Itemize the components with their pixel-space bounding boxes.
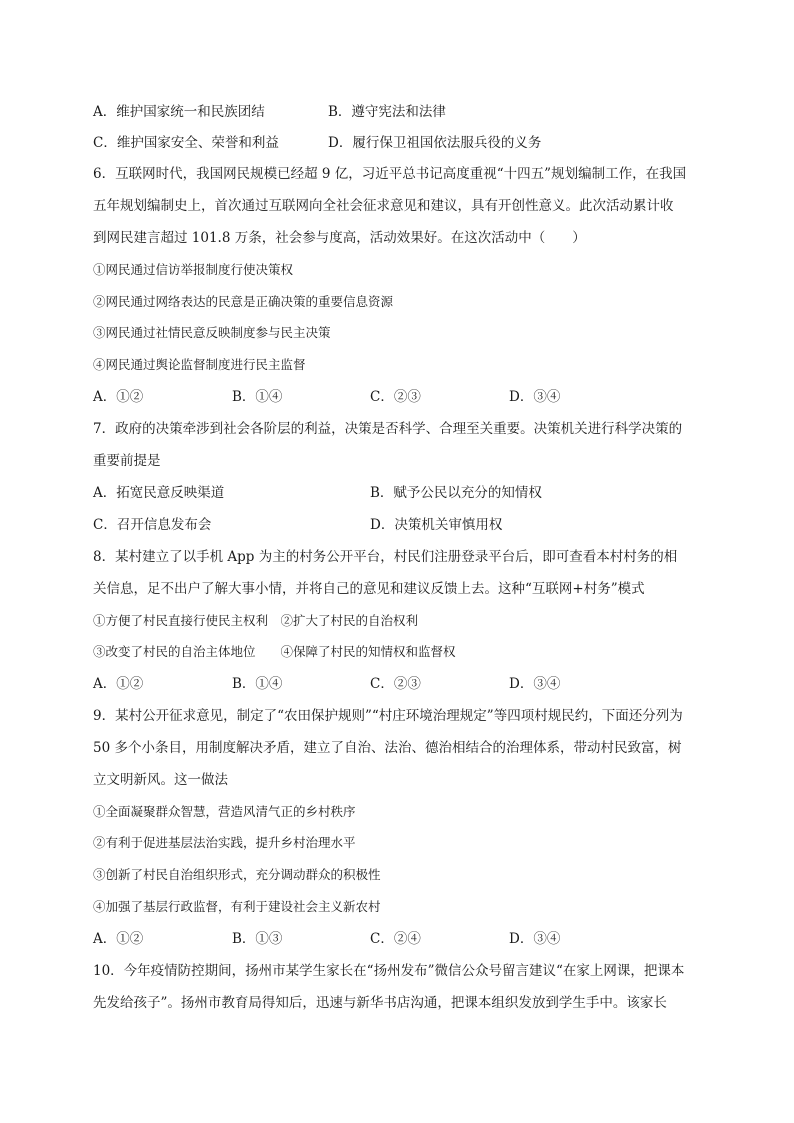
q9-item-1: ①全面凝聚群众智慧，营造风清气正的乡村秩序 [93, 804, 356, 819]
q5-option-d[interactable]: D．履行保卫祖国依法服兵役的义务 [328, 135, 542, 151]
q9-stem-line-1: 9．某村公开征求意见，制定了“农田保护规则”“村庄环境治理规定”等四项村规民约，下面还分列为 [93, 708, 683, 724]
q6-stem-line-1: 6．互联网时代，我国网民规模已经超 9 亿，习近平总书记高度重视“十四五”规划编制工作，在我国 [93, 166, 687, 182]
q6-option-d[interactable]: D．③④ [509, 389, 561, 405]
q9-item-3: ③创新了村民自治组织形式，充分调动群众的积极性 [93, 867, 381, 882]
q9-options-row [93, 930, 705, 948]
q9-option-b[interactable]: B．①③ [232, 931, 283, 947]
q9-option-c[interactable]: C．②④ [370, 931, 421, 947]
q6-option-a[interactable]: A．①② [93, 389, 144, 405]
q7-option-a[interactable]: A．拓宽民意反映渠道 [93, 485, 225, 501]
q8-option-a[interactable]: A．①② [93, 676, 144, 692]
q9-item-2: ②有利于促进基层法治实践，提升乡村治理水平 [93, 835, 356, 850]
q7-option-d[interactable]: D．决策机关审慎用权 [370, 517, 503, 533]
q10-stem-line-1: 10．今年疫情防控期间，扬州市某学生家长在“扬州发布”微信公众号留言建议“在家上网课，把课本 [93, 963, 685, 979]
q8-stem-line-1: 8．某村建立了以手机 App 为主的村务公开平台，村民们注册登录平台后，即可查看本村村务的相 [93, 549, 678, 565]
q5-option-b[interactable]: B．遵守宪法和法律 [328, 104, 446, 120]
q8-option-d[interactable]: D．③④ [509, 676, 561, 692]
q9-item-4: ④加强了基层行政监督，有利于建设社会主义新农村 [93, 899, 381, 914]
q8-option-b[interactable]: B．①④ [232, 676, 283, 692]
q7-stem-line-2: 重要前提是 [93, 453, 161, 469]
q5-options-row-1 [93, 103, 705, 121]
q7-option-b[interactable]: B．赋予公民以充分的知情权 [370, 485, 542, 501]
q9-stem-line-3: 立文明新风。这一做法 [93, 772, 228, 788]
q7-options-row-1 [93, 484, 705, 502]
q8-items-line-2: ③改变了村民的自治主体地位 ④保障了村民的知情权和监督权 [93, 644, 456, 659]
q6-stem-line-3: 到网民建言超过 101.8 万条，社会参与度高，活动效果好。在这次活动中（ ） [93, 230, 586, 246]
q8-options-row [93, 675, 705, 693]
q6-item-4: ④网民通过舆论监督制度进行民主监督 [93, 357, 306, 372]
q7-options-row-2 [93, 516, 705, 534]
q7-option-c[interactable]: C．召开信息发布会 [93, 517, 212, 533]
q6-option-c[interactable]: C．②③ [370, 389, 421, 405]
q10-stem-line-2: 先发给孩子”。扬州市教育局得知后，迅速与新华书店沟通，把课本组织发放到学生手中。该家长 [93, 995, 667, 1011]
q6-options-row [93, 388, 705, 406]
q5-option-a[interactable]: A．维护国家统一和民族团结 [93, 104, 265, 120]
q8-option-c[interactable]: C．②③ [370, 676, 421, 692]
q5-option-c[interactable]: C．维护国家安全、荣誉和利益 [93, 135, 279, 151]
q6-item-3: ③网民通过社情民意反映制度参与民主决策 [93, 325, 331, 340]
q9-option-d[interactable]: D．③④ [509, 931, 561, 947]
q6-stem-line-2: 五年规划编制史上，首次通过互联网向全社会征求意见和建议，具有开创性意义。此次活动累计收 [93, 198, 674, 214]
q7-stem-line-1: 7．政府的决策牵涉到社会各阶层的利益，决策是否科学、合理至关重要。决策机关进行科学决策的 [93, 421, 683, 437]
q9-stem-line-2: 50 多个小条目，用制度解决矛盾，建立了自治、法治、德治相结合的治理体系，带动村民致富，树 [93, 740, 682, 756]
q6-item-2: ②网民通过网络表达的民意是正确决策的重要信息资源 [93, 294, 394, 309]
q6-item-1: ①网民通过信访举报制度行使决策权 [93, 262, 294, 277]
q8-stem-line-2: 关信息，足不出户了解大事小情，并将自己的意见和建议反馈上去。这种“互联网+村务”模式 [93, 581, 645, 597]
q5-options-row-2 [93, 134, 705, 152]
q8-items-line-1: ①方便了村民直接行使民主权利 ②扩大了村民的自治权利 [93, 613, 419, 628]
q6-option-b[interactable]: B．①④ [232, 389, 283, 405]
q9-option-a[interactable]: A．①② [93, 931, 144, 947]
